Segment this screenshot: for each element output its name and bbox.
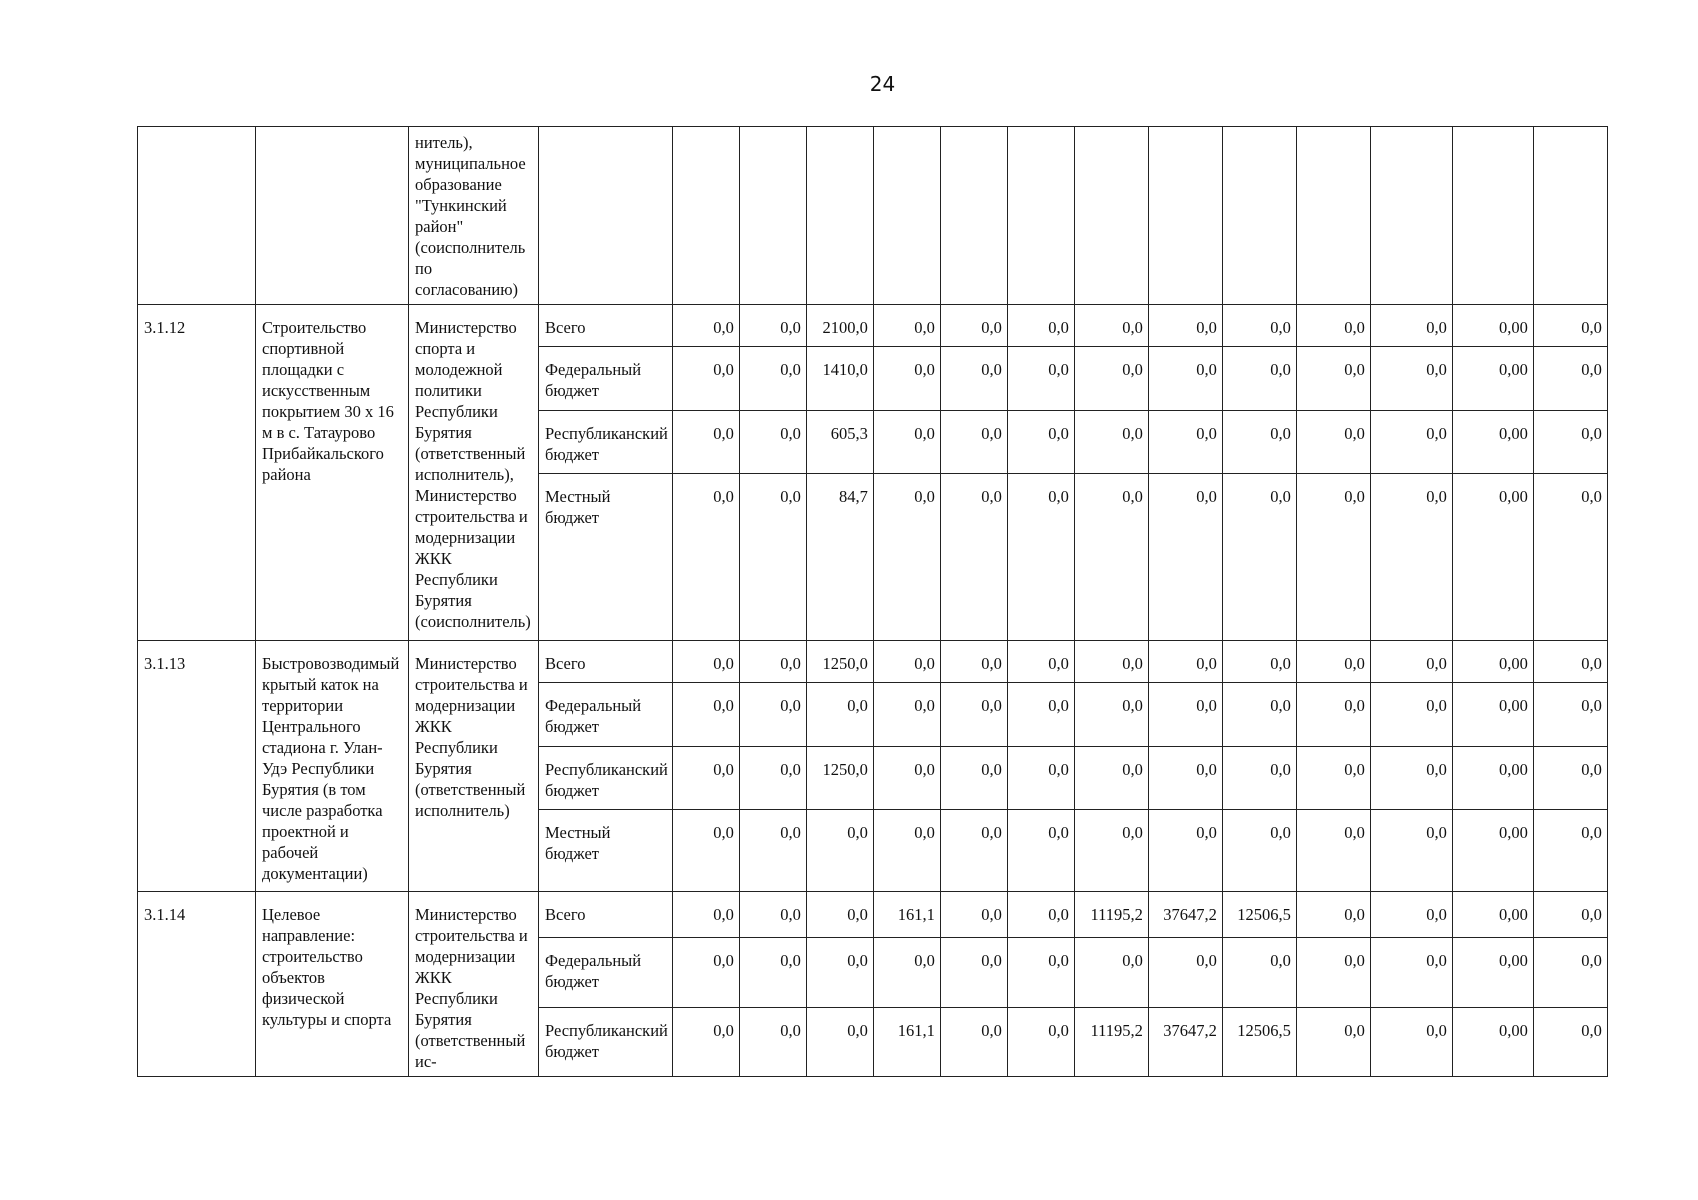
- amount-cell: 0,00: [1452, 305, 1533, 347]
- amount-cell: 0,0: [1296, 937, 1370, 1007]
- empty-cell: [1007, 127, 1074, 305]
- amount-cell: 0,0: [1296, 474, 1370, 641]
- amount-cell: 0,0: [806, 892, 873, 938]
- amount-cell: 0,0: [1222, 347, 1296, 411]
- item-code: 3.1.12: [138, 305, 256, 641]
- amount-cell: 0,0: [940, 347, 1007, 411]
- amount-cell: 0,0: [1074, 641, 1148, 683]
- amount-cell: 0,0: [940, 411, 1007, 474]
- amount-cell: 0,0: [940, 474, 1007, 641]
- amount-cell: 0,0: [1074, 683, 1148, 747]
- amount-cell: 0,0: [1370, 474, 1452, 641]
- empty-cell: [539, 127, 673, 305]
- amount-cell: 0,0: [739, 305, 806, 347]
- amount-cell: 161,1: [873, 892, 940, 938]
- amount-cell: 0,00: [1452, 641, 1533, 683]
- empty-cell: [873, 127, 940, 305]
- amount-cell: 0,0: [1296, 747, 1370, 810]
- amount-cell: 0,0: [1222, 411, 1296, 474]
- amount-cell: 12506,5: [1222, 1008, 1296, 1077]
- amount-cell: 11195,2: [1074, 1008, 1148, 1077]
- amount-cell: 0,0: [940, 305, 1007, 347]
- funding-source: Федеральный бюджет: [539, 937, 673, 1007]
- amount-cell: 0,0: [1148, 641, 1222, 683]
- amount-cell: 84,7: [806, 474, 873, 641]
- amount-cell: 0,0: [1370, 892, 1452, 938]
- amount-cell: 0,00: [1452, 810, 1533, 892]
- amount-cell: 0,0: [1007, 810, 1074, 892]
- amount-cell: 0,0: [1370, 683, 1452, 747]
- amount-cell: 0,00: [1452, 347, 1533, 411]
- amount-cell: 0,0: [1148, 747, 1222, 810]
- amount-cell: 0,0: [873, 347, 940, 411]
- amount-cell: 0,0: [1370, 747, 1452, 810]
- amount-cell: 0,0: [1533, 305, 1607, 347]
- amount-cell: 0,0: [1148, 474, 1222, 641]
- amount-cell: 0,0: [806, 1008, 873, 1077]
- amount-cell: 0,0: [1533, 641, 1607, 683]
- amount-cell: 0,0: [1533, 411, 1607, 474]
- amount-cell: 0,0: [739, 683, 806, 747]
- item-code: 3.1.13: [138, 641, 256, 892]
- amount-cell: 0,0: [1296, 892, 1370, 938]
- amount-cell: 0,00: [1452, 747, 1533, 810]
- continuation-code-cell: [138, 127, 256, 305]
- funding-source: Всего: [539, 305, 673, 347]
- amount-cell: 0,0: [1007, 1008, 1074, 1077]
- amount-cell: 0,0: [873, 683, 940, 747]
- amount-cell: 0,00: [1452, 411, 1533, 474]
- amount-cell: 0,0: [1370, 810, 1452, 892]
- amount-cell: 0,0: [1296, 1008, 1370, 1077]
- amount-cell: 0,0: [873, 305, 940, 347]
- amount-cell: 1410,0: [806, 347, 873, 411]
- amount-cell: 0,0: [1533, 810, 1607, 892]
- amount-cell: 0,0: [1296, 305, 1370, 347]
- empty-cell: [1148, 127, 1222, 305]
- amount-cell: 0,0: [1370, 937, 1452, 1007]
- amount-cell: 0,0: [940, 810, 1007, 892]
- amount-cell: 0,0: [940, 747, 1007, 810]
- amount-cell: 0,0: [1148, 347, 1222, 411]
- amount-cell: 0,0: [1296, 810, 1370, 892]
- amount-cell: 0,0: [1148, 411, 1222, 474]
- amount-cell: 0,0: [1074, 347, 1148, 411]
- amount-cell: 11195,2: [1074, 892, 1148, 938]
- amount-cell: 0,0: [1074, 747, 1148, 810]
- amount-cell: 0,0: [1533, 1008, 1607, 1077]
- amount-cell: 0,0: [1533, 747, 1607, 810]
- amount-cell: 0,0: [1370, 305, 1452, 347]
- empty-cell: [1074, 127, 1148, 305]
- funding-source: Республиканский бюджет: [539, 411, 673, 474]
- amount-cell: 605,3: [806, 411, 873, 474]
- empty-cell: [1296, 127, 1370, 305]
- amount-cell: 0,0: [806, 683, 873, 747]
- amount-cell: 12506,5: [1222, 892, 1296, 938]
- continuation-executor: нитель), муниципальное образование "Тункинский район" (соисполнитель по согласованию): [409, 127, 539, 305]
- table-row: [138, 892, 1608, 938]
- funding-source: Местный бюджет: [539, 810, 673, 892]
- amount-cell: 0,0: [672, 892, 739, 938]
- amount-cell: 0,0: [1222, 747, 1296, 810]
- amount-cell: 0,0: [1296, 411, 1370, 474]
- amount-cell: 0,0: [672, 937, 739, 1007]
- amount-cell: 0,0: [873, 474, 940, 641]
- item-code: 3.1.14: [138, 892, 256, 1077]
- amount-cell: 161,1: [873, 1008, 940, 1077]
- amount-cell: 0,0: [1222, 305, 1296, 347]
- amount-cell: 0,0: [1074, 411, 1148, 474]
- amount-cell: 0,0: [1296, 641, 1370, 683]
- item-executor: Министерство спорта и молодежной политики Республики Бурятия (ответственный исполнитель), Министерство строительства и модернизации ЖКК Республики Бурятия (соисполнитель): [409, 305, 539, 641]
- empty-cell: [1222, 127, 1296, 305]
- amount-cell: 0,0: [672, 683, 739, 747]
- amount-cell: 0,0: [672, 347, 739, 411]
- amount-cell: 1250,0: [806, 641, 873, 683]
- table-row: [138, 641, 1608, 683]
- amount-cell: 0,0: [1148, 937, 1222, 1007]
- amount-cell: 0,0: [1222, 474, 1296, 641]
- amount-cell: 0,00: [1452, 937, 1533, 1007]
- amount-cell: 0,0: [739, 810, 806, 892]
- amount-cell: 0,0: [1007, 411, 1074, 474]
- amount-cell: 0,0: [672, 1008, 739, 1077]
- amount-cell: 0,0: [1533, 347, 1607, 411]
- empty-cell: [739, 127, 806, 305]
- item-executor: Министерство строительства и модернизации ЖКК Республики Бурятия (ответственный исполнитель): [409, 641, 539, 892]
- amount-cell: 0,0: [1370, 1008, 1452, 1077]
- amount-cell: 0,0: [1007, 641, 1074, 683]
- amount-cell: 0,0: [739, 892, 806, 938]
- funding-source: Республиканский бюджет: [539, 1008, 673, 1077]
- table-body: [138, 127, 1608, 1077]
- amount-cell: 0,0: [1074, 305, 1148, 347]
- amount-cell: 0,0: [739, 1008, 806, 1077]
- amount-cell: 0,0: [940, 1008, 1007, 1077]
- amount-cell: 0,0: [1222, 683, 1296, 747]
- funding-source: Федеральный бюджет: [539, 347, 673, 411]
- amount-cell: 0,0: [1007, 683, 1074, 747]
- amount-cell: 0,0: [1533, 474, 1607, 641]
- funding-source: Всего: [539, 892, 673, 938]
- amount-cell: 0,0: [1533, 937, 1607, 1007]
- amount-cell: 0,0: [672, 305, 739, 347]
- amount-cell: 0,0: [672, 641, 739, 683]
- amount-cell: 0,0: [1007, 937, 1074, 1007]
- amount-cell: 0,0: [739, 474, 806, 641]
- amount-cell: 0,0: [739, 747, 806, 810]
- amount-cell: 0,0: [940, 641, 1007, 683]
- amount-cell: 0,0: [1007, 474, 1074, 641]
- amount-cell: 37647,2: [1148, 892, 1222, 938]
- amount-cell: 0,0: [1148, 810, 1222, 892]
- amount-cell: 0,00: [1452, 1008, 1533, 1077]
- amount-cell: 1250,0: [806, 747, 873, 810]
- amount-cell: 0,0: [873, 747, 940, 810]
- amount-cell: 0,0: [739, 641, 806, 683]
- funding-source: Республиканский бюджет: [539, 747, 673, 810]
- amount-cell: 0,0: [873, 937, 940, 1007]
- amount-cell: 0,0: [806, 810, 873, 892]
- funding-source: Местный бюджет: [539, 474, 673, 641]
- item-name: Целевое направление: строительство объектов физической культуры и спорта: [256, 892, 409, 1077]
- budget-table: [137, 126, 1608, 1077]
- amount-cell: 0,0: [1074, 474, 1148, 641]
- amount-cell: 0,00: [1452, 474, 1533, 641]
- amount-cell: 0,0: [1533, 892, 1607, 938]
- amount-cell: 0,0: [1222, 937, 1296, 1007]
- amount-cell: 0,0: [739, 347, 806, 411]
- amount-cell: 0,0: [739, 937, 806, 1007]
- empty-cell: [806, 127, 873, 305]
- funding-source: Федеральный бюджет: [539, 683, 673, 747]
- item-executor: Министерство строительства и модернизации ЖКК Республики Бурятия (ответственный ис-: [409, 892, 539, 1077]
- amount-cell: 0,0: [1533, 683, 1607, 747]
- empty-cell: [672, 127, 739, 305]
- amount-cell: 0,0: [672, 747, 739, 810]
- empty-cell: [1452, 127, 1533, 305]
- amount-cell: 0,0: [1296, 347, 1370, 411]
- amount-cell: 0,0: [806, 937, 873, 1007]
- amount-cell: 0,0: [1296, 683, 1370, 747]
- amount-cell: 0,0: [1007, 892, 1074, 938]
- amount-cell: 0,0: [1222, 810, 1296, 892]
- amount-cell: 0,00: [1452, 892, 1533, 938]
- amount-cell: 0,0: [873, 810, 940, 892]
- amount-cell: 0,0: [1007, 305, 1074, 347]
- amount-cell: 0,0: [1148, 305, 1222, 347]
- continuation-row: [138, 127, 1608, 305]
- continuation-name-cell: [256, 127, 409, 305]
- amount-cell: 0,0: [1222, 641, 1296, 683]
- amount-cell: 37647,2: [1148, 1008, 1222, 1077]
- page-number: 24: [869, 72, 896, 96]
- empty-cell: [940, 127, 1007, 305]
- amount-cell: 0,0: [940, 937, 1007, 1007]
- item-name: Быстровозводимый крытый каток на территории Центрального стадиона г. Улан-Удэ Республики Бурятия (в том числе разработка проектной и рабочей документации): [256, 641, 409, 892]
- amount-cell: 0,0: [672, 411, 739, 474]
- amount-cell: 0,0: [1074, 810, 1148, 892]
- amount-cell: 0,0: [1074, 937, 1148, 1007]
- funding-source: Всего: [539, 641, 673, 683]
- amount-cell: 0,00: [1452, 683, 1533, 747]
- amount-cell: 0,0: [672, 810, 739, 892]
- amount-cell: 0,0: [1007, 747, 1074, 810]
- amount-cell: 0,0: [1148, 683, 1222, 747]
- amount-cell: 0,0: [1370, 347, 1452, 411]
- amount-cell: 0,0: [739, 411, 806, 474]
- item-name: Строительство спортивной площадки с искусственным покрытием 30 х 16 м в с. Татаурово Прибайкальского района: [256, 305, 409, 641]
- amount-cell: 0,0: [873, 641, 940, 683]
- table-row: [138, 305, 1608, 347]
- amount-cell: 0,0: [940, 683, 1007, 747]
- amount-cell: 2100,0: [806, 305, 873, 347]
- amount-cell: 0,0: [1370, 411, 1452, 474]
- amount-cell: 0,0: [940, 892, 1007, 938]
- amount-cell: 0,0: [1370, 641, 1452, 683]
- empty-cell: [1370, 127, 1452, 305]
- amount-cell: 0,0: [873, 411, 940, 474]
- empty-cell: [1533, 127, 1607, 305]
- amount-cell: 0,0: [672, 474, 739, 641]
- amount-cell: 0,0: [1007, 347, 1074, 411]
